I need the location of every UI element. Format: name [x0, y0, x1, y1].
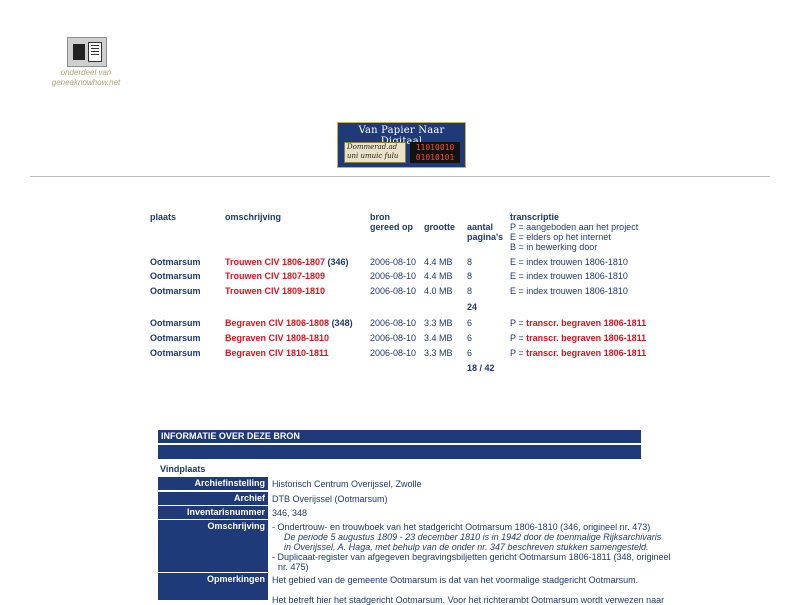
books-icon[interactable] [67, 37, 107, 67]
value-archief: DTB Overijssel (Ootmarsum) [272, 494, 388, 504]
section-vindplaats: Vindplaats [160, 464, 206, 474]
inventory-number: (348) [329, 318, 353, 328]
value-omschrijving-3: nr. 475) [278, 562, 309, 572]
banner-script-line2: uni umuic fulu [347, 152, 399, 160]
total-pages: 18 / 42 [467, 363, 495, 373]
row-transcriptie: P = transcr. begraven 1806-1811 [510, 348, 647, 358]
banner-binary-line1: 11010010 [415, 143, 455, 152]
transcription-link[interactable]: transcr. begraven 1806-1811 [526, 348, 647, 358]
header-gereed-op: gereed op [370, 222, 414, 232]
label-archief: Archief [158, 492, 268, 505]
row-plaats: Ootmarsum [150, 348, 201, 358]
row-grootte: 3.3 MB [424, 318, 453, 328]
row-grootte: 3.4 MB [424, 333, 453, 343]
legend-e: E = elders op het internet [510, 232, 611, 242]
logo-caption-line2[interactable]: geneaknowhow.net [51, 78, 121, 87]
row-transcriptie: E = index trouwen 1806-1810 [510, 257, 628, 267]
info-header-bar [158, 445, 641, 459]
label-omschrijving: Omschrijving [158, 520, 268, 572]
row-plaats: Ootmarsum [150, 318, 201, 328]
banner-title: Van Papier Naar [358, 125, 445, 136]
row-gereed-op: 2006-08-10 [370, 286, 417, 296]
value-omschrijving-italic-1: De periode 5 augustus 1809 - 23 december 1810 is in 1942 door de toenmalige Rijksarchivaris [284, 532, 662, 542]
value-opmerkingen-1: Het gebied van de gemeente Ootmarsum is dat van het voormalige stadgericht Ootmarsum. [272, 575, 639, 585]
label-inventarisnummer: Inventarisnummer [158, 506, 268, 519]
header-bron: bron [370, 212, 390, 222]
scan-link[interactable]: Begraven CIV 1806-1808 [225, 318, 330, 328]
label-opmerkingen: Opmerkingen [158, 573, 268, 600]
logo-caption-line1[interactable]: onderdeel van [60, 68, 112, 77]
row-plaats: Ootmarsum [150, 286, 201, 296]
header-paginas: pagina's [467, 232, 504, 242]
row-plaats: Ootmarsum [150, 257, 201, 267]
row-aantal: 6 [467, 333, 473, 343]
banner-binary-line2: 01010101 [415, 153, 455, 162]
row-gereed-op: 2006-08-10 [370, 257, 417, 267]
value-omschrijving-italic-2: in Overijssel, A. Haga, met behulp van de onder nr. 347 beschreven stukken samengesteld. [284, 542, 649, 552]
value-archiefinstelling: Historisch Centrum Overijssel, Zwolle [272, 479, 422, 489]
row-grootte: 4.4 MB [424, 271, 453, 281]
info-header: INFORMATIE OVER DEZE BRON [158, 430, 641, 443]
row-gereed-op: 2006-08-10 [370, 271, 417, 281]
value-inventarisnummer: 346, 348 [272, 508, 308, 518]
divider [30, 176, 770, 177]
row-grootte: 4.0 MB [424, 286, 453, 296]
legend-b: B = in bewerking door [510, 242, 598, 252]
row-gereed-op: 2006-08-10 [370, 318, 417, 328]
row-omschrijving [225, 348, 329, 358]
banner-binary [410, 142, 460, 163]
subtotal-pages: 24 [467, 302, 478, 312]
row-grootte: 3.3 MB [424, 348, 453, 358]
scan-link[interactable]: Trouwen CIV 1806-1807 [225, 257, 326, 267]
scan-link[interactable]: Begraven CIV 1808-1810 [225, 333, 330, 343]
scan-link[interactable]: Trouwen CIV 1809-1810 [225, 286, 326, 296]
row-aantal: 8 [467, 271, 473, 281]
header-aantal: aantal [467, 222, 494, 232]
row-grootte: 4.4 MB [424, 257, 453, 267]
row-transcriptie: E = index trouwen 1806-1810 [510, 271, 628, 281]
banner-script-line1: Dommerad.ad [347, 143, 398, 151]
legend-p: P = aangeboden aan het project [510, 222, 639, 232]
row-transcriptie: P = transcr. begraven 1806-1811 [510, 333, 647, 343]
row-plaats: Ootmarsum [150, 333, 201, 343]
label-archiefinstelling: Archiefinstelling [158, 477, 268, 490]
header-omschrijving: omschrijving [225, 212, 282, 222]
value-opmerkingen-2: Het betreft hier het stadgericht Ootmarsum. Voor het richterambt Ootmarsum wordt verwezen naar [272, 595, 665, 605]
geneaknowhow-link[interactable] [40, 68, 132, 88]
scan-link[interactable]: Begraven CIV 1810-1811 [225, 348, 329, 358]
banner-manuscript [344, 142, 406, 163]
row-omschrijving [225, 286, 325, 296]
row-plaats: Ootmarsum [150, 271, 201, 281]
row-gereed-op: 2006-08-10 [370, 333, 417, 343]
row-aantal: 6 [467, 348, 473, 358]
scan-link[interactable]: Trouwen CIV 1807-1809 [225, 271, 326, 281]
header-transcriptie: transcriptie [510, 212, 560, 222]
row-aantal: 8 [467, 286, 473, 296]
row-gereed-op: 2006-08-10 [370, 348, 417, 358]
row-transcriptie: P = transcr. begraven 1806-1811 [510, 318, 647, 328]
row-aantal: 8 [467, 257, 473, 267]
vpnd-banner[interactable] [337, 122, 466, 168]
transcription-link[interactable]: transcr. begraven 1806-1811 [526, 318, 647, 328]
row-omschrijving [225, 257, 349, 267]
row-aantal: 6 [467, 318, 473, 328]
transcription-link[interactable]: transcr. begraven 1806-1811 [526, 333, 647, 343]
row-transcriptie: E = index trouwen 1806-1810 [510, 286, 628, 296]
row-omschrijving [225, 271, 325, 281]
row-omschrijving [225, 318, 353, 328]
inventory-number: (346) [325, 257, 349, 267]
value-omschrijving-1: - Ondertrouw- en trouwboek van het stadgericht Ootmarsum 1806-1810 (346, origineel nr. 473) [272, 522, 651, 532]
header-plaats: plaats [150, 212, 177, 222]
row-omschrijving [225, 333, 329, 343]
value-omschrijving-2: - Duplicaat-register van afgegeven begravingsbiljetten gericht Ootmarsum 1806-1811 (348, origineel [272, 552, 671, 562]
header-grootte: grootte [424, 222, 455, 232]
